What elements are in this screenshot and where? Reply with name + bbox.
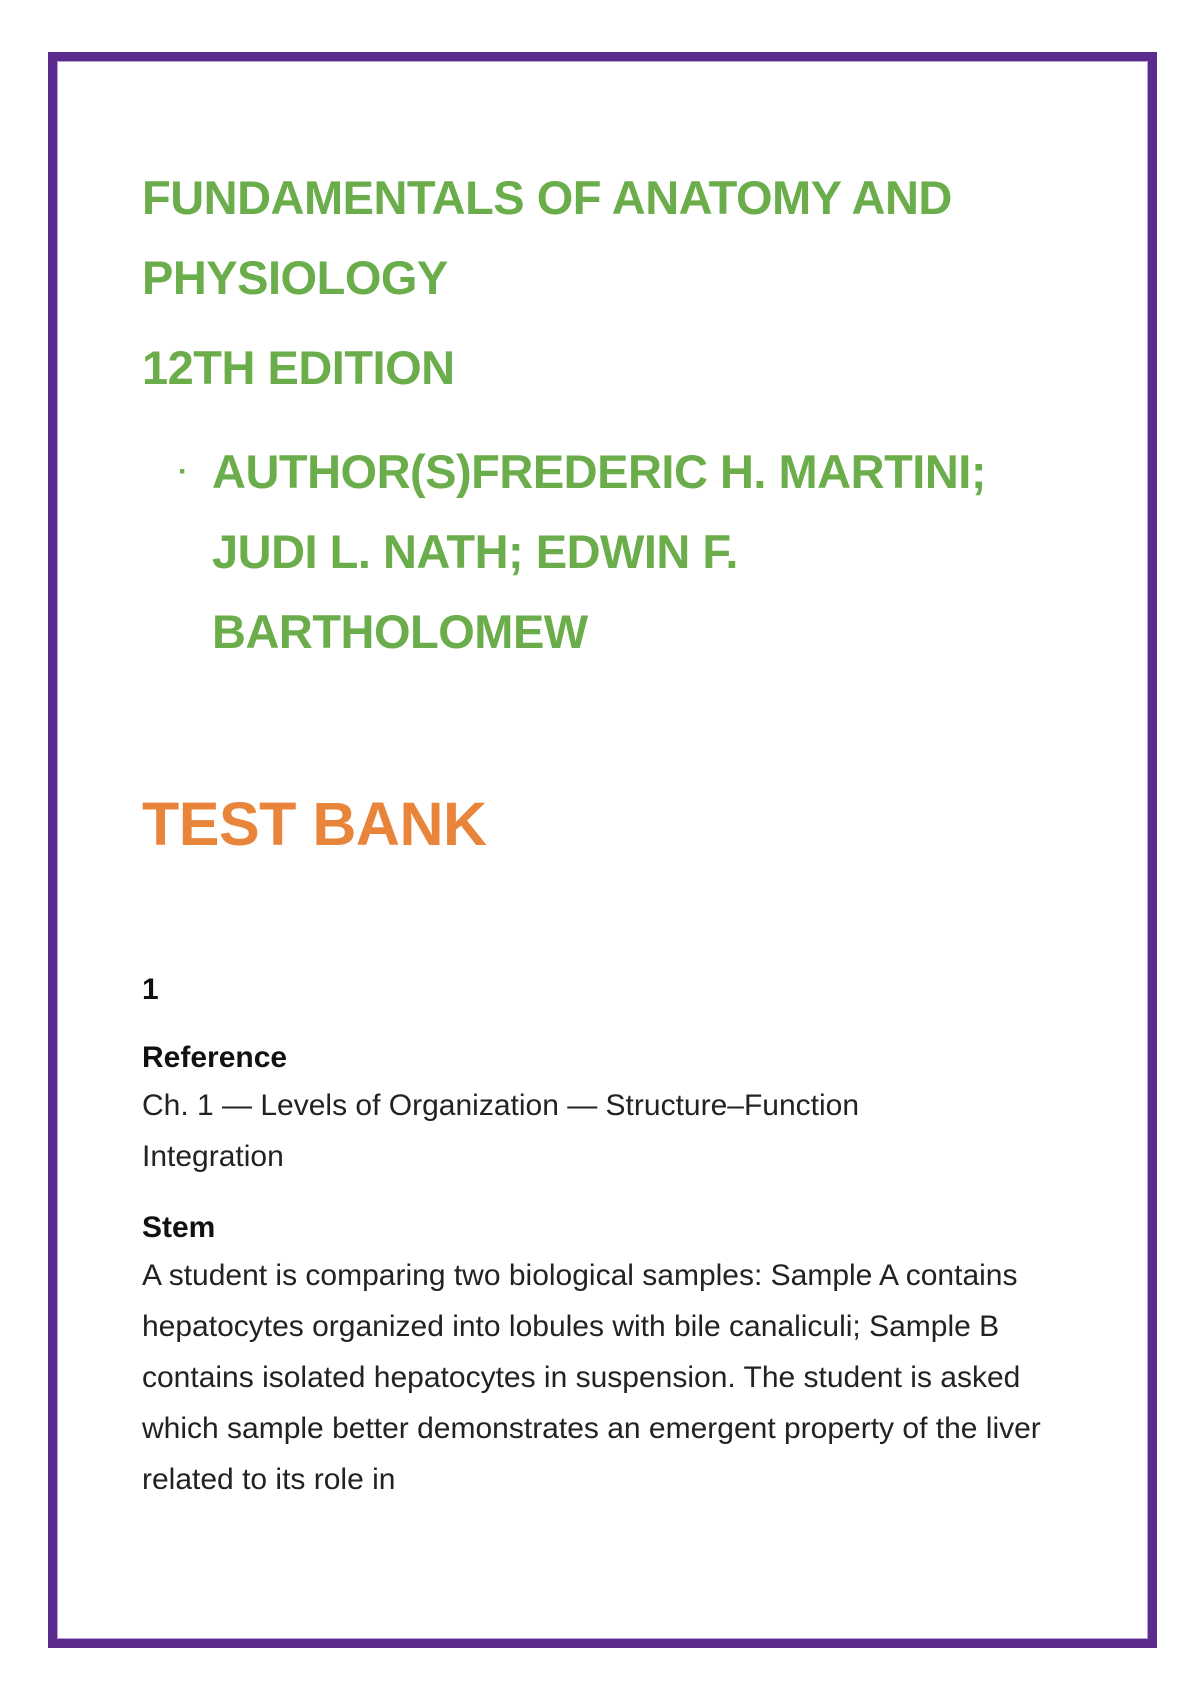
- question-number: 1: [142, 973, 159, 1006]
- reference-block: [142, 1036, 962, 1182]
- reference-label: Reference: [142, 1041, 288, 1074]
- reference-text: Ch. 1 — Levels of Organization — Structure–Function Integration: [142, 1089, 860, 1173]
- stem-text: A student is comparing two biological samples: Sample A contains hepatocytes organized into lobules with bile canaliculi; Sample B contains isolated hepatocytes in suspension. The student is asked which sample better demonstrates an emergent property of the liver related to its role in: [142, 1259, 1041, 1496]
- author-list: AUTHOR(S)FREDERIC H. MARTINI; JUDI L. NATH; EDWIN F. BARTHOLOMEW: [212, 445, 986, 658]
- stem-block: [142, 1206, 1072, 1505]
- section-title: TEST BANK: [142, 790, 487, 858]
- stem-label: Stem: [142, 1211, 216, 1244]
- book-title: FUNDAMENTALS OF ANATOMY AND PHYSIOLOGY: [142, 171, 952, 304]
- bullet-icon: ·: [178, 455, 188, 488]
- edition-label: 12TH EDITION: [142, 341, 455, 394]
